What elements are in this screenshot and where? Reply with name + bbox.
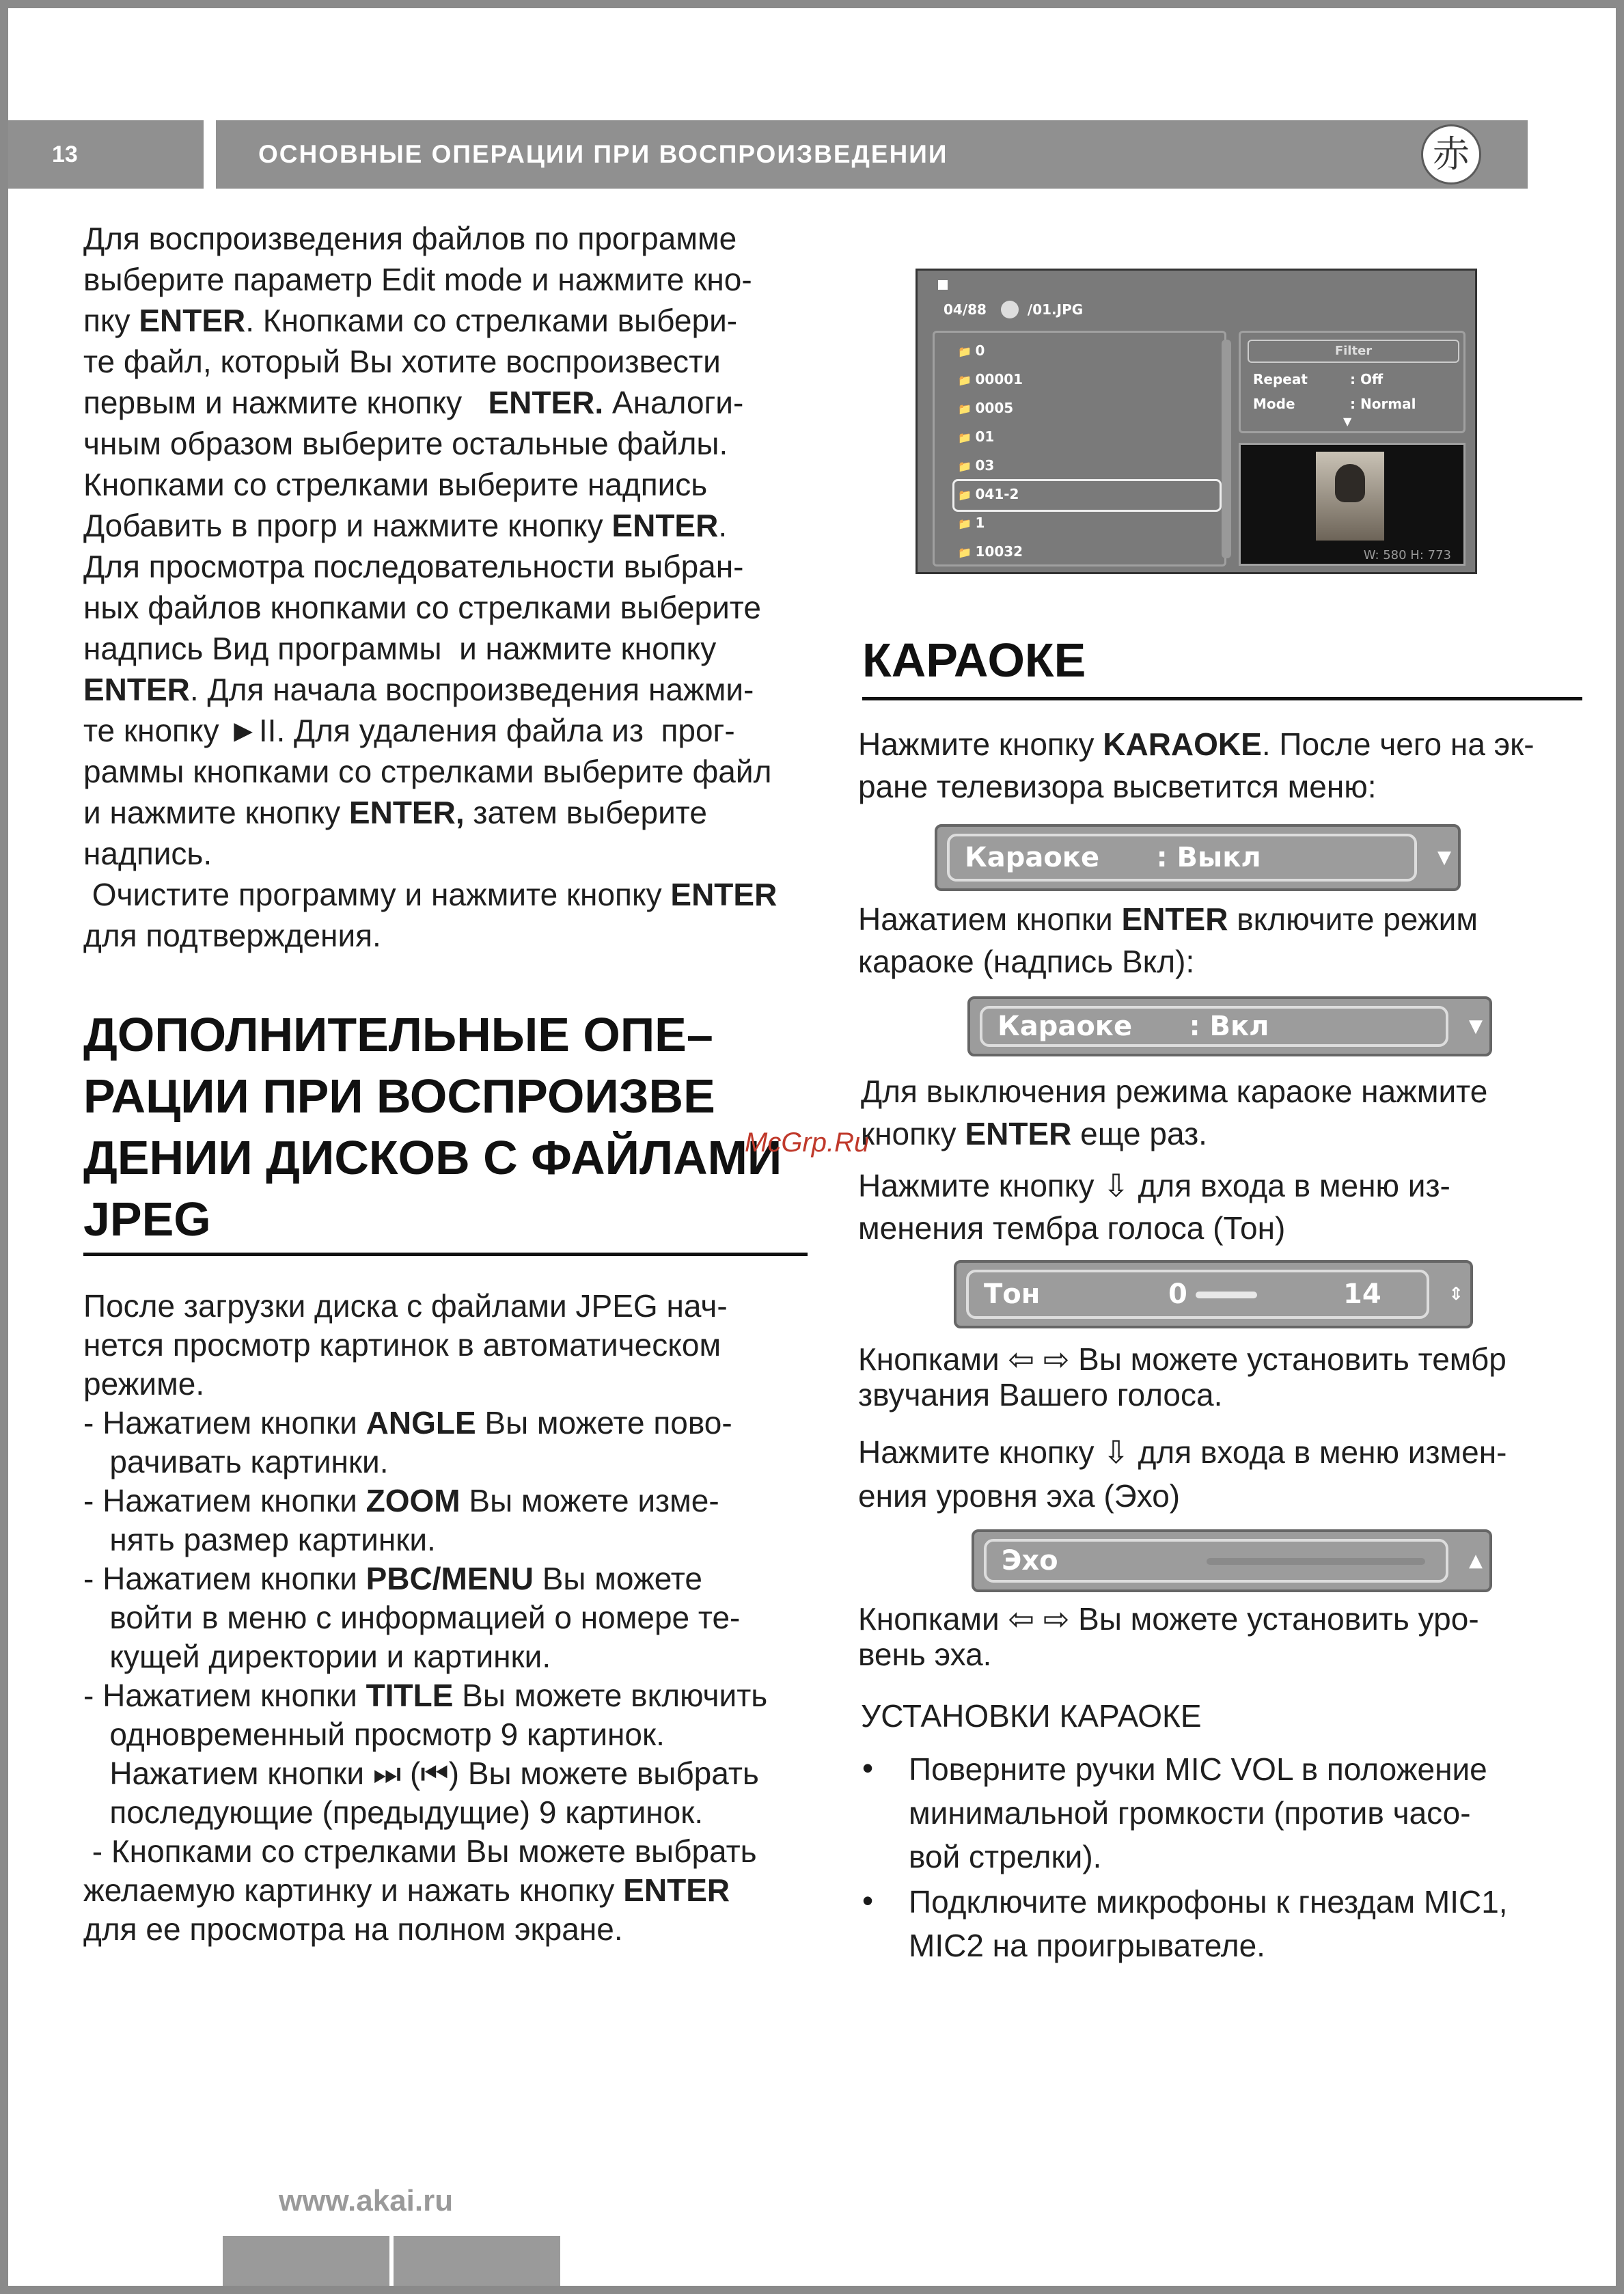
chevron-down-icon[interactable]: ▼: [1469, 1016, 1483, 1037]
folder-icon: 📁: [958, 489, 976, 502]
text-line: первым и нажмите кнопку ENTER. Аналоги-: [83, 385, 744, 420]
tone-label: Тон: [984, 1279, 1041, 1310]
file-browser-screenshot: [916, 269, 1477, 574]
file-item[interactable]: 📁 10032: [958, 543, 1023, 560]
repeat-label: Repeat: [1253, 371, 1308, 387]
folder-icon: 📁: [958, 374, 976, 387]
karaoke-on-label: Караоке : Вкл: [997, 1011, 1269, 1042]
text-line: последующие (предыдущие) 9 картинок.: [83, 1794, 704, 1830]
text-line: Кнопками ⇦ ⇨ Вы можете установить уро-: [858, 1601, 1479, 1637]
text-line: - Нажатием кнопки ZOOM Вы можете изме-: [83, 1483, 719, 1518]
text-line: Для просмотра последовательности выбран-: [83, 549, 744, 584]
bullet-text: минимальной громкости (против часо-: [909, 1795, 1471, 1831]
text-line: желаемую картинку и нажать кнопку ENTER: [83, 1872, 730, 1908]
text-line: - Кнопками со стрелками Вы можете выбрать: [83, 1833, 757, 1869]
text-line: вень эха.: [858, 1637, 992, 1672]
text-line: и нажмите кнопку ENTER, затем выберите: [83, 795, 707, 830]
text-line: менения тембра голоса (Тон): [858, 1210, 1286, 1246]
echo-menu: [972, 1529, 1492, 1592]
bullet-icon: •: [862, 1883, 874, 1918]
tone-value: 14: [1343, 1279, 1381, 1310]
text-line: для подтверждения.: [83, 918, 381, 953]
karaoke-off-label: Караоке : Выкл: [965, 842, 1261, 873]
bullet-icon: •: [862, 1750, 874, 1786]
footer-block-right: [394, 2236, 560, 2286]
mode-label: Mode: [1253, 396, 1295, 412]
brand-logo-icon: 赤: [1421, 124, 1481, 185]
text-line: Для воспроизведения файлов по программе: [83, 221, 737, 256]
tone-slider[interactable]: [1196, 1292, 1257, 1298]
text-line: После загрузки диска с файлами JPEG нач-: [83, 1288, 728, 1324]
bullet-text: Поверните ручки MIC VOL в положение: [909, 1751, 1487, 1787]
heading-rule: [83, 1253, 808, 1256]
echo-slider[interactable]: [1207, 1558, 1425, 1565]
text-line: выберите параметр Edit mode и нажмите кно-: [83, 262, 752, 297]
text-line: - Нажатием кнопки PBC/MENU Вы можете: [83, 1561, 702, 1596]
folder-icon: 📁: [958, 402, 976, 415]
footer-block-left: [223, 2236, 389, 2286]
up-down-arrows-icon[interactable]: ⇕: [1448, 1284, 1463, 1305]
text-line: Кнопками со стрелками выберите надпись: [83, 467, 708, 502]
text-line: войти в меню с информацией о номере те-: [83, 1600, 741, 1635]
text-line: ране телевизора высветится меню:: [858, 769, 1377, 804]
photo-thumbnail: [1316, 452, 1384, 541]
karaoke-on-menu: [967, 996, 1492, 1056]
text-line: Нажмите кнопку ⇩ для входа в меню из-: [858, 1168, 1450, 1203]
heading-line: РАЦИИ ПРИ ВОСПРОИЗВЕ: [83, 1069, 715, 1123]
folder-icon: 📁: [958, 431, 976, 444]
footer-url[interactable]: www.akai.ru: [279, 2184, 454, 2217]
folder-icon: 📁: [958, 460, 976, 473]
mode-value[interactable]: : Normal: [1350, 396, 1416, 412]
text-line: нется просмотр картинок в автоматическом: [83, 1327, 721, 1363]
text-line: одновременный просмотр 9 картинок.: [83, 1717, 665, 1752]
folder-icon: 📁: [958, 546, 976, 559]
file-list: [933, 331, 1226, 566]
text-line: караоке (надпись Вкл):: [858, 944, 1195, 979]
text-line: Очистите программу и нажмите кнопку ENTER: [83, 877, 777, 912]
file-item[interactable]: 📁 0: [958, 342, 985, 359]
text-line: Нажмите кнопку KARAOKE. После чего на эк-: [858, 726, 1534, 762]
file-item[interactable]: 📁 041-2: [958, 486, 1019, 502]
header-title: ОСНОВНЫЕ ОПЕРАЦИИ ПРИ ВОСПРОИЗВЕДЕНИИ: [258, 140, 948, 168]
text-line: Нажатием кнопки ⏭ (⏮) Вы можете выбрать: [83, 1756, 759, 1791]
chevron-down-icon[interactable]: ▼: [1343, 415, 1352, 428]
watermark: McGrp.Ru: [745, 1128, 870, 1158]
file-item[interactable]: 📁 00001: [958, 371, 1023, 387]
repeat-value[interactable]: : Off: [1350, 371, 1384, 387]
text-line: кущей директории и картинки.: [83, 1639, 551, 1674]
text-line: пку ENTER. Кнопками со стрелками выбери-: [83, 303, 738, 338]
text-line: ENTER. Для начала воспроизведения нажми-: [83, 672, 754, 707]
text-line: - Нажатием кнопки TITLE Вы можете включить: [83, 1678, 768, 1713]
filter-label[interactable]: Filter: [1248, 340, 1459, 363]
heading-line: JPEG: [83, 1192, 211, 1246]
text-line: Нажмите кнопку ⇩ для входа в меню измен-: [858, 1434, 1507, 1470]
text-line: надпись.: [83, 836, 212, 871]
text-line: - Нажатием кнопки ANGLE Вы можете пово-: [83, 1405, 732, 1440]
karaoke-settings-heading: УСТАНОВКИ КАРАОКЕ: [861, 1698, 1202, 1734]
text-line: Добавить в прогр и нажмите кнопку ENTER.: [83, 508, 728, 543]
bullet-text: MIC2 на проигрывателе.: [909, 1928, 1265, 1963]
text-line: чным образом выберите остальные файлы.: [83, 426, 728, 461]
image-preview: [1239, 443, 1465, 566]
text-line: надпись Вид программы и нажмите кнопку: [83, 631, 717, 666]
file-item[interactable]: 📁 1: [958, 515, 985, 531]
folder-icon: 📁: [958, 345, 976, 358]
chevron-down-icon[interactable]: ▼: [1437, 847, 1451, 868]
tone-menu: [954, 1260, 1473, 1328]
karaoke-off-menu: [935, 824, 1461, 891]
folder-icon: 📁: [958, 517, 976, 530]
text-line: режиме.: [83, 1366, 205, 1402]
karaoke-rule: [862, 697, 1582, 700]
text-line: Нажатием кнопки ENTER включите режим: [858, 901, 1478, 937]
text-line: кнопку ENTER еще раз.: [861, 1116, 1207, 1151]
file-item[interactable]: 📁 03: [958, 457, 995, 474]
tone-min: 0: [1168, 1279, 1187, 1310]
text-line: звучания Вашего голоса.: [858, 1377, 1223, 1412]
text-line: те файл, который Вы хотите воспроизвести: [83, 344, 721, 379]
page-number: 13: [8, 120, 204, 189]
text-line: нять размер картинки.: [83, 1522, 436, 1557]
text-line: раммы кнопками со стрелками выберите файл: [83, 754, 772, 789]
browser-counter: 04/88 /01.JPG: [944, 301, 1084, 318]
text-line: те кнопку ►II. Для удаления файла из прог-: [83, 713, 735, 748]
file-item[interactable]: 📁 01: [958, 428, 995, 445]
image-dimensions: W: 580 H: 773: [1363, 548, 1451, 562]
heading-line: ДЕНИИ ДИСКОВ С ФАЙЛАМИ: [83, 1131, 782, 1184]
chevron-up-icon[interactable]: ▲: [1469, 1551, 1483, 1571]
heading-line: ДОПОЛНИТЕЛЬНЫЕ ОПЕ–: [83, 1008, 713, 1061]
text-line: ения уровня эха (Эхо): [858, 1478, 1181, 1514]
scrollbar[interactable]: [1222, 340, 1231, 558]
text-line: рачивать картинки.: [83, 1444, 389, 1479]
file-item[interactable]: 📁 0005: [958, 400, 1014, 416]
text-line: Для выключения режима караоке нажмите: [861, 1074, 1488, 1109]
text-line: для ее просмотра на полном экране.: [83, 1911, 623, 1947]
bullet-text: Подключите микрофоны к гнездам MIC1,: [909, 1884, 1508, 1920]
filter-panel: [1239, 331, 1465, 433]
stop-icon: [938, 280, 948, 290]
bullet-text: вой стрелки).: [909, 1839, 1102, 1874]
text-line: Кнопками ⇦ ⇨ Вы можете установить тембр: [858, 1341, 1506, 1377]
text-line: ных файлов кнопками со стрелками выберите: [83, 590, 761, 625]
disc-icon: [1001, 301, 1019, 318]
echo-label: Эхо: [1002, 1545, 1058, 1576]
karaoke-heading: КАРАОКЕ: [862, 633, 1086, 687]
